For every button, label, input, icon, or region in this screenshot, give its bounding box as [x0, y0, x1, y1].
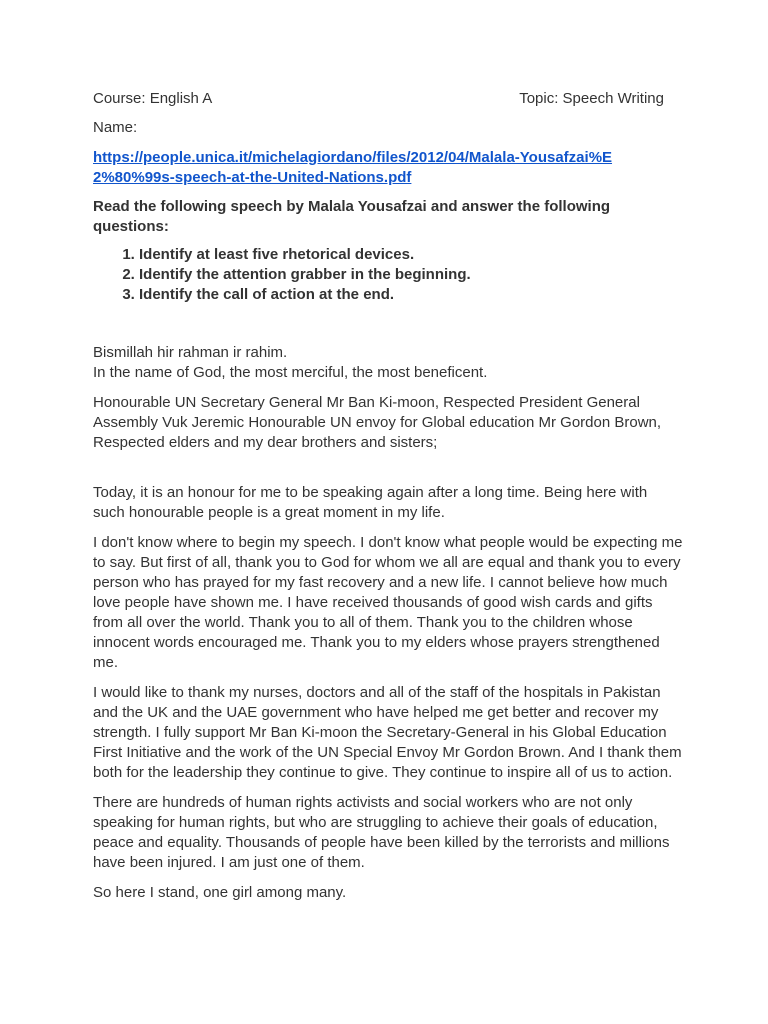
speech-pdf-link[interactable]: https://people.unica.it/michelagiordano/files/2012/04/Malala-Yousafzai%E2%80%99s-speech-at-the-United-Nations.pdf [93, 149, 613, 186]
topic-label: Topic: Speech Writing [519, 90, 664, 107]
speech-opening [93, 343, 683, 383]
question-item: 1. Identify at least five rhetorical devices. [139, 245, 683, 265]
speech-paragraph: Today, it is an honour for me to be speaking again after a long time. Being here with such honourable people is a great moment in my life. [93, 484, 648, 521]
document-page [93, 89, 683, 913]
speech-paragraph: So here I stand, one girl among many. [93, 884, 347, 901]
speech-body [93, 343, 683, 903]
question-item: 2. Identify the attention grabber in the beginning. [139, 265, 683, 285]
opening-line-english: In the name of God, the most merciful, the most beneficent. [93, 364, 488, 381]
question-item: 3. Identify the call of action at the end. [139, 285, 683, 305]
speech-paragraph: I would like to thank my nurses, doctors and all of the staff of the hospitals in Pakistan and the UK and the UAE government who have helped me get better and recover my strength. I fully support Mr Ban Ki-moon the Secretary-General in his Global Education First Initiative and the work of the UN Special Envoy Mr Gordon Brown. And I thank them both for the leadership they continue to give. They continue to inspire all of us to action. [93, 684, 682, 781]
header-row [93, 89, 664, 109]
speech-paragraph: Honourable UN Secretary General Mr Ban Ki-moon, Respected President General Assembly Vuk Jeremic Honourable UN envoy for Global education Mr Gordon Brown, Respected elders and my dear brothers and sisters; [93, 394, 662, 451]
speech-paragraph: There are hundreds of human rights activists and social workers who are not only speaking for human rights, but who are struggling to achieve their goals of education, peace and equality. Thousands of people have been killed by the terrorists and millions have been injured. I am just one of them. [93, 794, 670, 871]
speech-paragraph: I don't know where to begin my speech. I don't know what people would be expecting me to say. But first of all, thank you to God for whom we all are equal and thank you to every person who has prayed for my fast recovery and a new life. I cannot believe how much love people have shown me. I have received thousands of good wish cards and gifts from all over the world. Thank you to all of them. Thank you to the children whose innocent words encouraged me. Thank you to my elders whose prayers strengthened me. [93, 534, 683, 671]
instructions-text: Read the following speech by Malala Yousafzai and answer the following questions: [93, 198, 611, 235]
opening-line-arabic: Bismillah hir rahman ir rahim. [93, 344, 288, 361]
questions-list [93, 245, 683, 305]
course-label: Course: English A [93, 90, 213, 107]
name-label: Name: [93, 119, 138, 136]
